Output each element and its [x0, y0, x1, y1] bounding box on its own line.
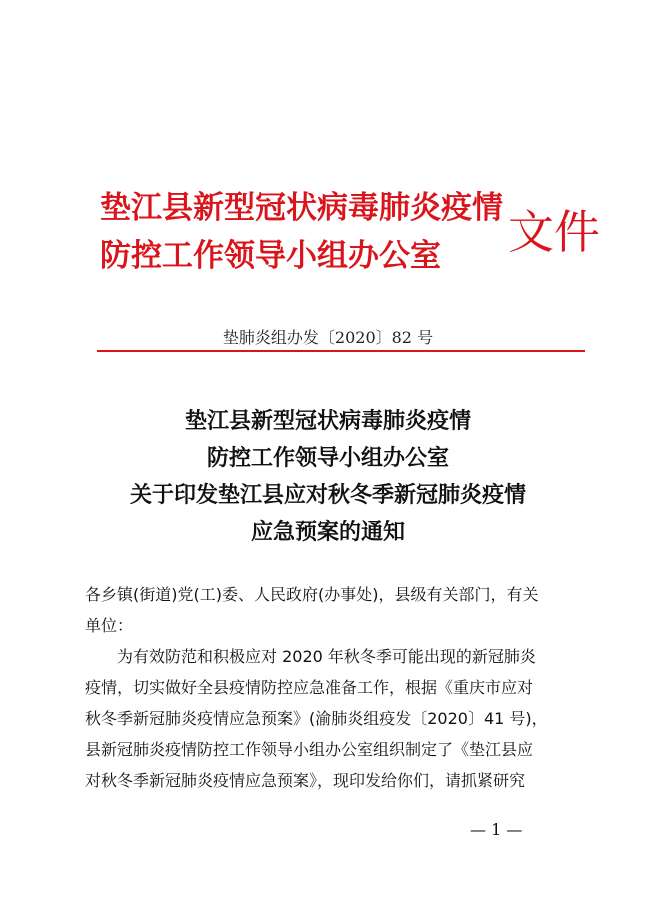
- title-line-2: 防控工作领导小组办公室: [206, 445, 449, 471]
- document-header: [100, 182, 600, 282]
- salutation-line-2: 单位：: [85, 616, 134, 635]
- paragraph-line-3: 秋冬季新冠肺炎疫情应急预案》(渝肺炎组疫发〔2020〕41 号)，: [85, 709, 548, 728]
- title-line-4: 应急预案的通知: [250, 519, 405, 545]
- red-divider: [97, 350, 585, 352]
- salutation-line-1: 各乡镇(街道)党(工)委、人民政府(办事处)，县级有关部门，有关: [85, 585, 539, 604]
- body-paragraph: [85, 641, 575, 796]
- title-line-1: 垫江县新型冠状病毒肺炎疫情: [184, 408, 471, 434]
- document-title: [0, 403, 656, 551]
- paragraph-line-4: 县新冠肺炎疫情防控工作领导小组办公室组织制定了《垫江县应: [85, 740, 534, 759]
- paragraph-line-5: 对秋冬季新冠肺炎疫情应急预案》，现印发给你们，请抓紧研究: [85, 771, 526, 790]
- header-document-mark: 文件: [508, 205, 600, 259]
- paragraph-line-2: 疫情，切实做好全县疫情防控应急准备工作，根据《重庆市应对: [85, 678, 534, 697]
- paragraph-line-1: 为有效防范和积极应对 2020 年秋冬季可能出现的新冠肺炎: [117, 647, 536, 666]
- document-body: [85, 579, 575, 796]
- title-line-3: 关于印发垫江县应对秋冬季新冠肺炎疫情: [129, 482, 526, 508]
- header-org-line-1: 垫江县新型冠状病毒肺炎疫情: [100, 190, 503, 226]
- header-org-line-2: 防控工作领导小组办公室: [100, 238, 441, 274]
- document-number: 垫肺炎组办发〔2020〕82 号: [222, 328, 434, 347]
- salutation: [85, 579, 575, 641]
- page-number: — 1 —: [470, 820, 523, 839]
